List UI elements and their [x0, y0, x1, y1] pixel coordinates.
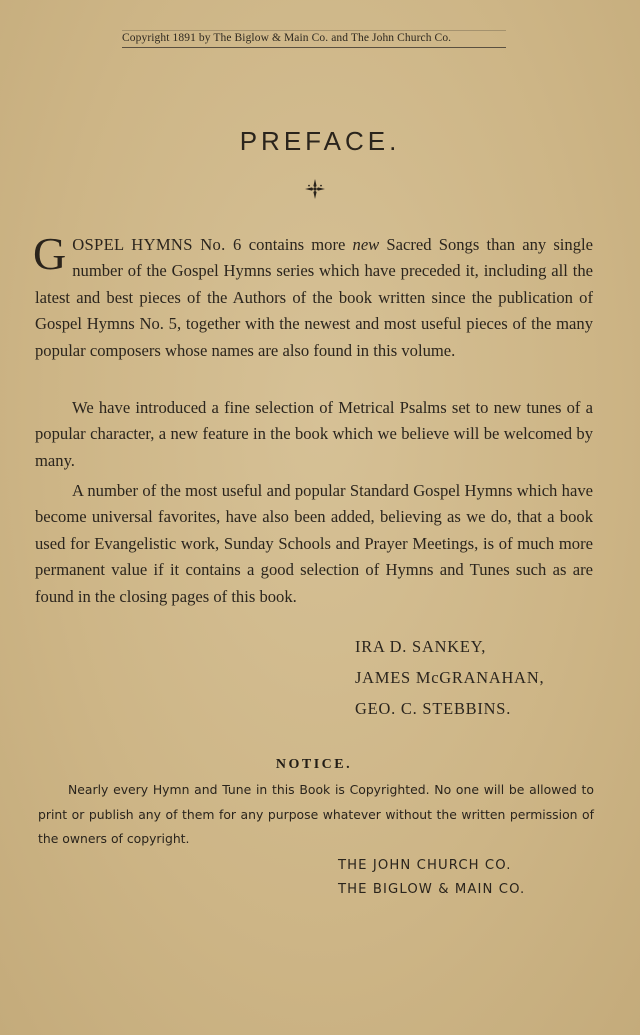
book-title-caps: OSPEL HYMNS No. 6	[72, 235, 242, 254]
signatory-stebbins: GEO. C. STEBBINS.	[355, 699, 512, 718]
owner-biglow-main: THE BIGLOW & MAIN CO.	[338, 882, 526, 897]
notice-heading: NOTICE.	[275, 757, 353, 772]
copyright-line: Copyright 1891 by The Biglow & Main Co. and The John Church Co.	[122, 30, 506, 48]
emphasis-new: new	[352, 235, 380, 254]
preface-paragraph-1	[33, 228, 593, 364]
owner-john-church: THE JOHN CHURCH CO.	[338, 858, 512, 873]
cross-ornament-icon	[304, 178, 326, 200]
page-title: PREFACE.	[239, 126, 401, 156]
signatory-sankey: IRA D. SANKEY,	[355, 637, 487, 656]
preface-paragraph-2: We have introduced a fine selection of Metrical Psalms set to new tunes of a popular character, a new feature in the book which we believe will be welcomed by many.	[35, 398, 593, 470]
preface-paragraph-3: A number of the most useful and popular Standard Gospel Hymns which have become universal favorites, have also been added, believing as we do, that a book used for Evangelistic work, Sunday Schools and Prayer Meetings, is of much more permanent value if it contains a good selection of Hymns and Tunes such as are found in the closing pages of this book.	[35, 481, 593, 606]
notice-body: Nearly every Hymn and Tune in this Book is Copyrighted. No one will be allowed to print or publish any of them for any purpose whatever without the written permission of the owners of copyright.	[38, 782, 594, 846]
paragraph-1-text-b: Sacred Songs than any single number of the Gospel Hymns series which have preceded it, including all the latest and best pieces of the Authors of the book written since the publication of Gospel Hymns No. 5, together with the newest and most useful pieces of the many popular composers whose names are also found in this volume.	[35, 235, 593, 360]
signatory-mcgranahan: JAMES McGRANAHAN,	[355, 668, 545, 687]
paragraph-1-text-a: contains more	[241, 235, 353, 254]
drop-cap-letter: G	[33, 228, 67, 279]
